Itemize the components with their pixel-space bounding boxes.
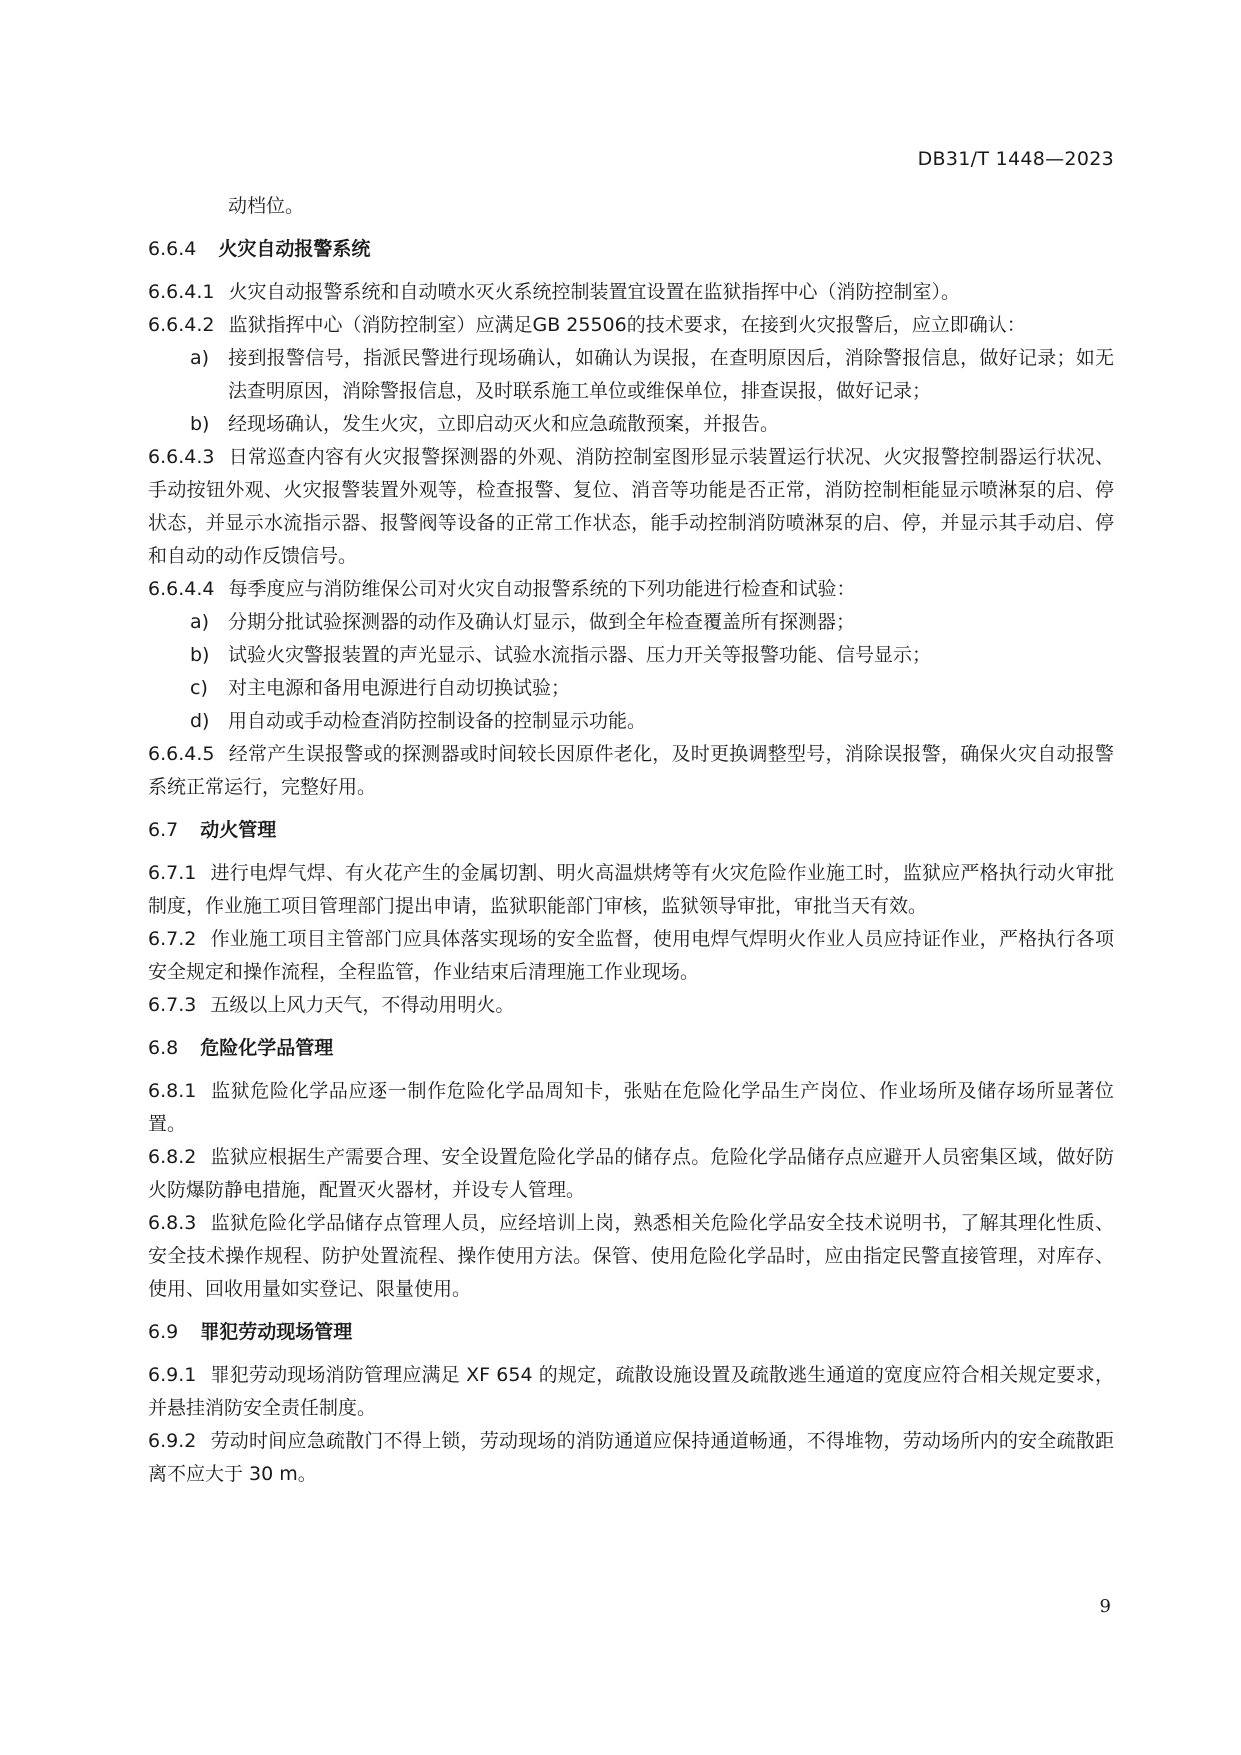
clause-text: 五级以上风力天气，不得动用明火。 xyxy=(210,994,515,1016)
clause-6-9-2 xyxy=(148,1425,1114,1491)
section-title: 危险化学品管理 xyxy=(200,1037,334,1059)
clause-6-6-4-1 xyxy=(148,276,1114,309)
clause-6-8-3 xyxy=(148,1207,1114,1306)
document-body xyxy=(148,190,1114,1491)
document-code: DB31/T 1448—2023 xyxy=(917,148,1114,170)
clause-number: 6.9.1 xyxy=(148,1364,197,1386)
clause-6-9-1 xyxy=(148,1359,1114,1425)
list-item xyxy=(148,672,1114,705)
clause-number: 6.7.1 xyxy=(148,862,197,884)
section-title: 动火管理 xyxy=(200,819,277,841)
clause-text: 监狱指挥中心（消防控制室）应满足GB 25506的技术要求，在接到火灾报警后，应立即确认： xyxy=(228,314,1026,336)
list-marker: b) xyxy=(190,413,210,435)
section-number: 6.6.4 xyxy=(148,238,197,260)
list-item xyxy=(148,705,1114,738)
list-item xyxy=(148,408,1114,441)
page-number: 9 xyxy=(1099,1596,1111,1617)
clause-text: 监狱危险化学品储存点管理人员，应经培训上岗，熟悉相关危险化学品安全技术说明书，了解其理化性质、安全技术操作规程、防护处置流程、操作使用方法。保管、使用危险化学品时，应由指定民警直接管理，对库存、使用、回收用量如实登记、限量使用。 xyxy=(148,1212,1114,1300)
clause-6-6-4-3 xyxy=(148,441,1114,573)
clause-text: 日常巡查内容有火灾报警探测器的外观、消防控制室图形显示装置运行状况、火灾报警控制器运行状况、手动按钮外观、火灾报警装置外观等，检查报警、复位、消音等功能是否正常，消防控制柜能显示喷淋泵的启、停状态，并显示水流指示器、报警阀等设备的正常工作状态，能手动控制消防喷淋泵的启、停，并显示其手动启、停和自动的动作反馈信号。 xyxy=(148,446,1114,567)
clause-6-6-4-2 xyxy=(148,309,1114,342)
clause-6-7-3 xyxy=(148,989,1114,1022)
list-text: 试验火灾警报装置的声光显示、试验水流指示器、压力开关等报警功能、信号显示； xyxy=(228,644,932,666)
clause-number: 6.7.3 xyxy=(148,994,197,1016)
clause-number: 6.8.3 xyxy=(148,1212,197,1234)
section-heading-6-6-4 xyxy=(148,233,1114,266)
clause-number: 6.8.1 xyxy=(148,1080,197,1102)
clause-6-6-4-4 xyxy=(148,573,1114,606)
clause-text: 每季度应与消防维保公司对火灾自动报警系统的下列功能进行检查和试验： xyxy=(228,578,856,600)
section-heading-6-7 xyxy=(148,814,1114,847)
section-heading-6-8 xyxy=(148,1032,1114,1065)
clause-number: 6.6.4.4 xyxy=(148,578,215,600)
clause-number: 6.8.2 xyxy=(148,1146,197,1168)
clause-text: 劳动时间应急疏散门不得上锁，劳动现场的消防通道应保持通道畅通，不得堆物，劳动场所内的安全疏散距离不应大于 30 m。 xyxy=(148,1430,1114,1485)
clause-6-8-2 xyxy=(148,1141,1114,1207)
clause-text: 作业施工项目主管部门应具体落实现场的安全监督，使用电焊气焊明火作业人员应持证作业，严格执行各项安全规定和操作流程，全程监管，作业结束后清理施工作业现场。 xyxy=(148,928,1114,983)
clause-number: 6.6.4.3 xyxy=(148,446,215,468)
clause-number: 6.6.4.5 xyxy=(148,743,215,765)
clause-number: 6.7.2 xyxy=(148,928,197,950)
list-item xyxy=(148,342,1114,408)
clause-text: 监狱危险化学品应逐一制作危险化学品周知卡，张贴在危险化学品生产岗位、作业场所及储存场所显著位置。 xyxy=(148,1080,1114,1135)
clause-text: 火灾自动报警系统和自动喷水灭火系统控制装置宜设置在监狱指挥中心（消防控制室）。 xyxy=(228,281,960,303)
list-marker: c) xyxy=(190,677,208,699)
continuation-text: 动档位。 xyxy=(228,195,305,217)
section-title: 火灾自动报警系统 xyxy=(218,238,371,260)
clause-number: 6.6.4.1 xyxy=(148,281,215,303)
clause-text: 进行电焊气焊、有火花产生的金属切割、明火高温烘烤等有火灾危险作业施工时，监狱应严格执行动火审批制度，作业施工项目管理部门提出申请，监狱职能部门审核，监狱领导审批，审批当天有效。 xyxy=(148,862,1114,917)
clause-6-6-4-5 xyxy=(148,738,1114,804)
clause-6-8-1 xyxy=(148,1075,1114,1141)
list-marker: d) xyxy=(190,710,210,732)
list-text: 用自动或手动检查消防控制设备的控制显示功能。 xyxy=(228,710,647,732)
list-text: 接到报警信号，指派民警进行现场确认，如确认为误报，在查明原因后，消除警报信息，做好记录；如无法查明原因，消除警报信息，及时联系施工单位或维保单位，排查误报，做好记录； xyxy=(228,347,1114,402)
section-heading-6-9 xyxy=(148,1316,1114,1349)
clause-number: 6.6.4.2 xyxy=(148,314,215,336)
section-number: 6.8 xyxy=(148,1037,179,1059)
list-item xyxy=(148,639,1114,672)
clause-6-7-2 xyxy=(148,923,1114,989)
clause-text: 罪犯劳动现场消防管理应满足 XF 654 的规定，疏散设施设置及疏散逃生通道的宽度应符合相关规定要求，并悬挂消防安全责任制度。 xyxy=(148,1364,1114,1419)
clause-text: 经常产生误报警或的探测器或时间较长因原件老化，及时更换调整型号，消除误报警，确保火灾自动报警系统正常运行，完整好用。 xyxy=(148,743,1114,798)
list-marker: a) xyxy=(190,611,210,633)
list-text: 对主电源和备用电源进行自动切换试验； xyxy=(228,677,571,699)
section-number: 6.9 xyxy=(148,1321,179,1343)
list-item xyxy=(148,606,1114,639)
clause-text: 监狱应根据生产需要合理、安全设置危险化学品的储存点。危险化学品储存点应避开人员密集区域，做好防火防爆防静电措施，配置灭火器材，并设专人管理。 xyxy=(148,1146,1114,1201)
clause-number: 6.9.2 xyxy=(148,1430,197,1452)
list-text: 分期分批试验探测器的动作及确认灯显示，做到全年检查覆盖所有探测器； xyxy=(228,611,856,633)
section-number: 6.7 xyxy=(148,819,179,841)
list-marker: b) xyxy=(190,644,210,666)
section-title: 罪犯劳动现场管理 xyxy=(200,1321,353,1343)
list-marker: a) xyxy=(190,347,210,369)
list-text: 经现场确认，发生火灾，立即启动灭火和应急疏散预案，并报告。 xyxy=(228,413,780,435)
clause-6-7-1 xyxy=(148,857,1114,923)
